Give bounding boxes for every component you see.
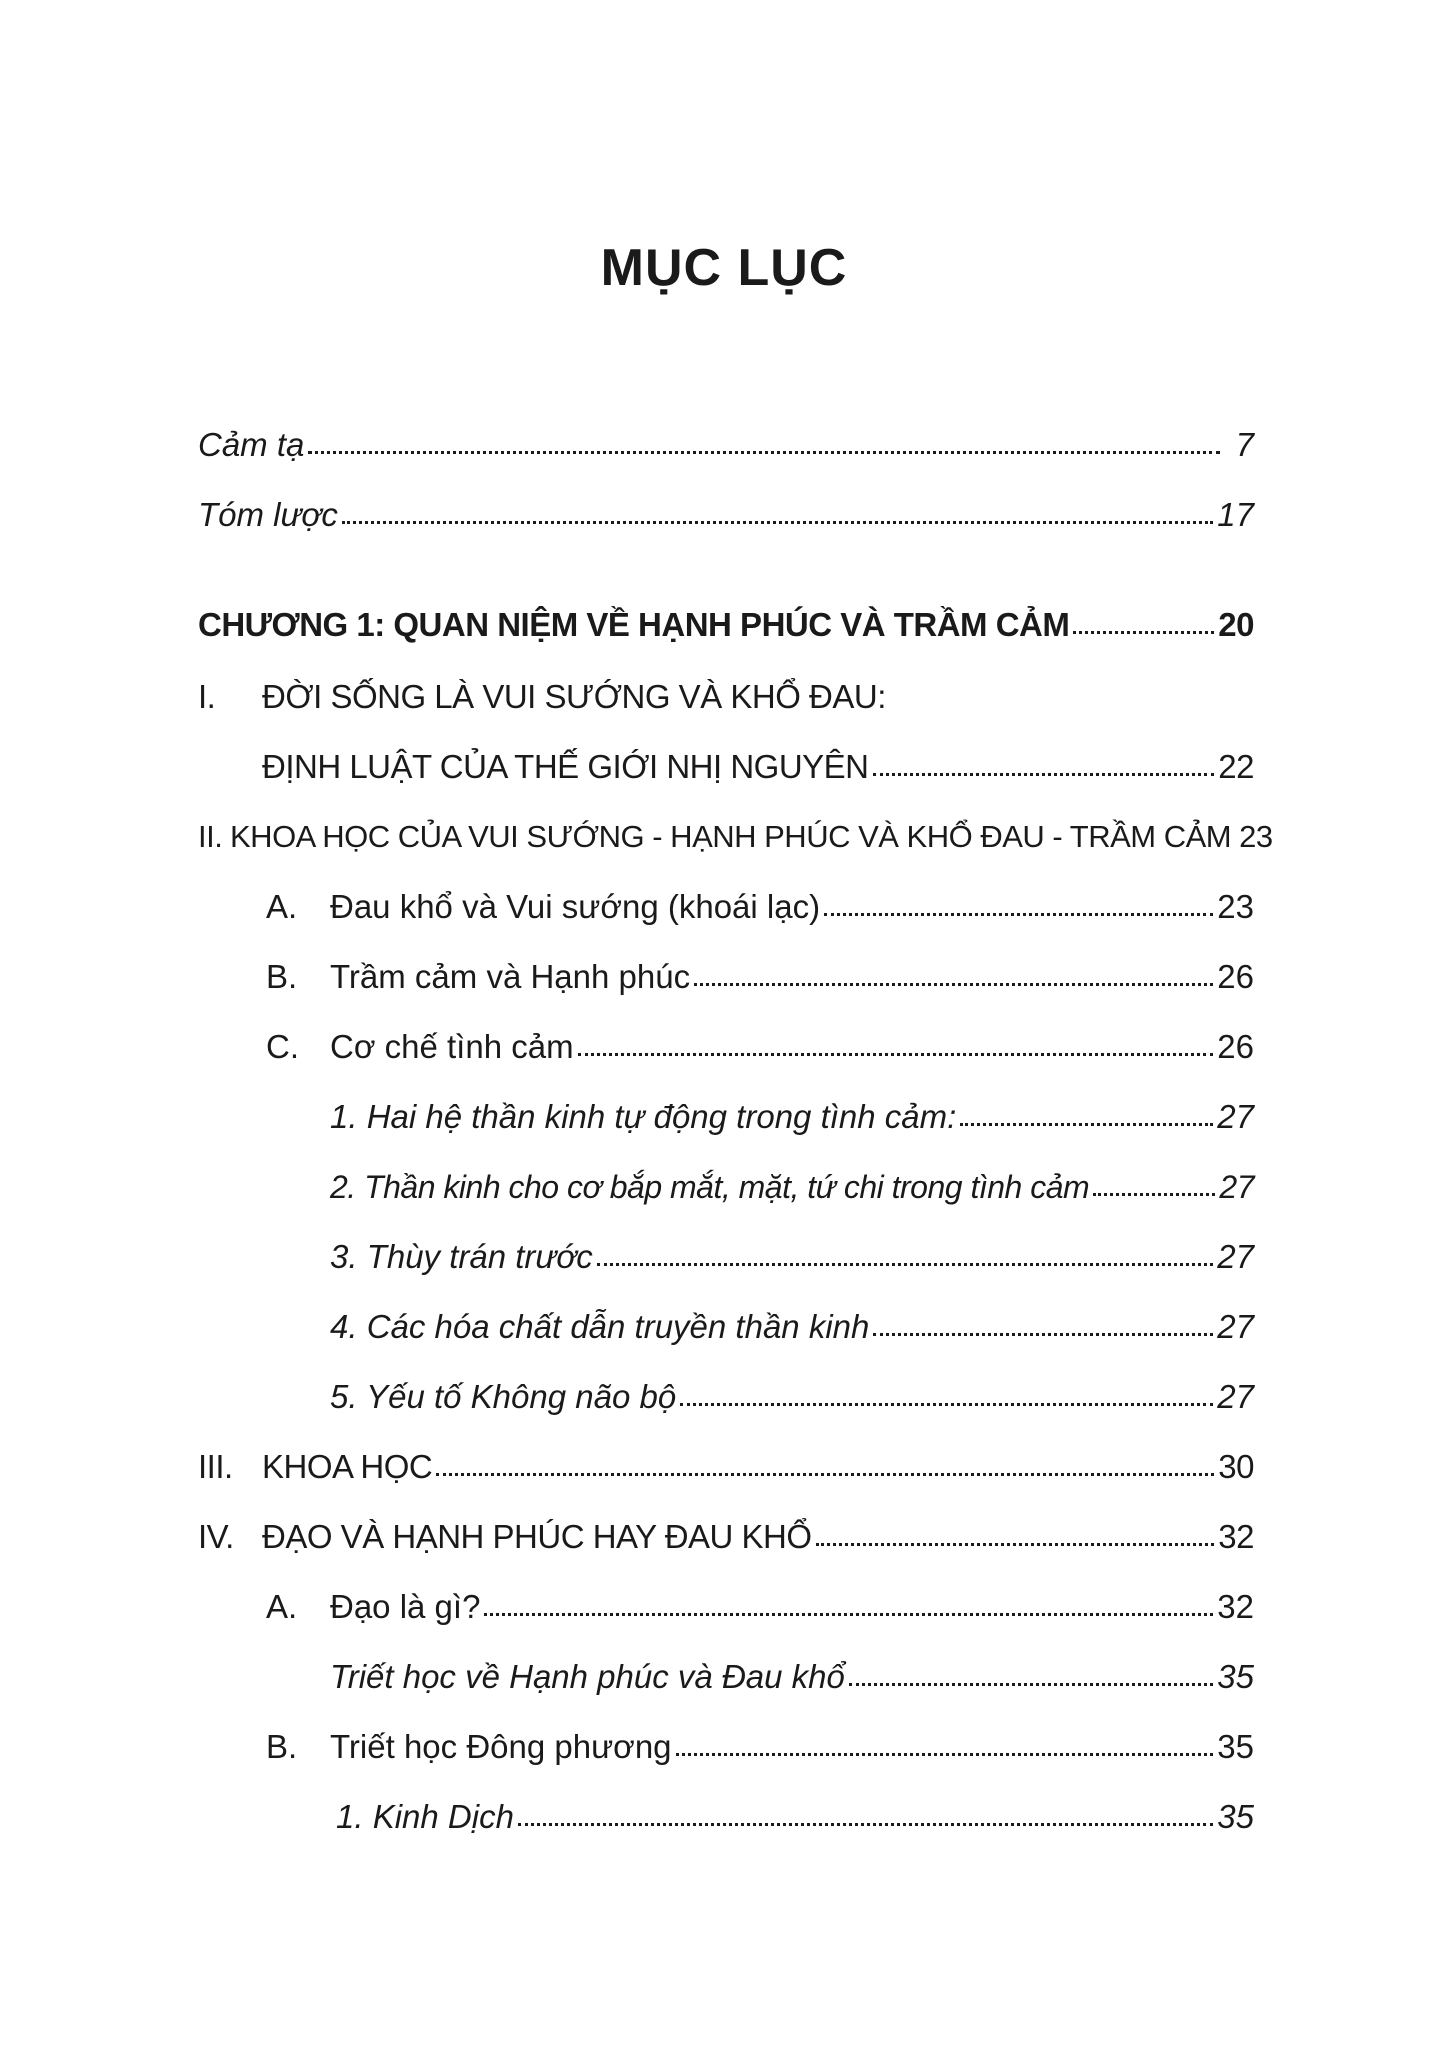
dot-leader — [816, 1542, 1215, 1546]
dot-leader — [1073, 630, 1214, 634]
toc-entry-text: KHOA HỌC CỦA VUI SƯỚNG - HẠNH PHÚC VÀ KHỔ ĐAU - TRẦM CẢM — [230, 819, 1232, 854]
toc-page-number: 26 — [1217, 1028, 1254, 1065]
toc-entry-text: Triết học về Hạnh phúc và Đau khổ — [330, 1658, 845, 1695]
toc-page-number: 23 — [1217, 888, 1254, 925]
page-title: MỤC LỤC — [600, 239, 848, 297]
toc-page-number: 27 — [1217, 1238, 1254, 1275]
dot-leader — [960, 1122, 1213, 1126]
dot-leader — [680, 1402, 1213, 1406]
toc-entry-section-iv[interactable] — [198, 1512, 1254, 1562]
toc-entry-section-i-cont[interactable] — [198, 742, 1254, 792]
dot-leader — [518, 1822, 1213, 1826]
toc-entry-ii-c[interactable] — [266, 1022, 1254, 1072]
toc-page-number: 17 — [1217, 496, 1254, 533]
toc-entry-text: Triết học Đông phương — [330, 1728, 672, 1765]
toc-page-number: 27 — [1217, 1378, 1254, 1415]
dot-leader — [694, 982, 1213, 986]
toc-entry-section-i[interactable] — [198, 672, 1254, 722]
toc-entry-iv-a[interactable] — [266, 1582, 1254, 1632]
dot-leader — [1093, 1192, 1215, 1196]
toc-page-number: 32 — [1217, 1588, 1254, 1625]
toc-page-number: 32 — [1218, 1518, 1254, 1555]
toc-entry-text: KHOA HỌC — [262, 1448, 433, 1485]
dot-leader — [873, 772, 1215, 776]
toc-entry-iv-b[interactable] — [266, 1722, 1254, 1772]
toc-entry-c-5[interactable] — [330, 1372, 1254, 1422]
toc-entry-text: ĐẠO VÀ HẠNH PHÚC HAY ĐAU KHỔ — [262, 1518, 812, 1555]
toc-entry-number: I. — [198, 678, 216, 715]
toc-page-number: 35 — [1217, 1798, 1254, 1835]
toc-entry-number: C. — [266, 1028, 299, 1065]
toc-entry-c-1[interactable] — [330, 1092, 1254, 1142]
dot-leader — [873, 1332, 1213, 1336]
toc-entry-number: A. — [266, 1588, 298, 1625]
toc-entry-section-iii[interactable] — [198, 1442, 1254, 1492]
toc-entry-text: Đau khổ và Vui sướng (khoái lạc) — [330, 888, 821, 925]
toc-entry-text: ĐỜI SỐNG LÀ VUI SƯỚNG VÀ KHỔ ĐAU: — [262, 678, 886, 715]
toc-entry-text: 4. Các hóa chất dẫn truyền thần kinh — [330, 1308, 870, 1345]
toc-entry-text: Trầm cảm và Hạnh phúc — [330, 958, 691, 995]
toc-page-number: 20 — [1218, 606, 1254, 643]
toc-entry-text: Cơ chế tình cảm — [330, 1028, 574, 1065]
toc-page-number: 22 — [1218, 748, 1254, 785]
toc-entry-a-triet-hoc[interactable] — [330, 1652, 1254, 1702]
toc-entry-number: II. — [198, 819, 223, 854]
toc-entry-b-1[interactable] — [336, 1792, 1254, 1842]
toc-page-number: 27 — [1217, 1308, 1254, 1345]
toc-entry-ii-a[interactable] — [266, 882, 1254, 932]
toc-entry-text: 5. Yếu tố Không não bộ — [330, 1378, 677, 1415]
toc-entry-c-4[interactable] — [330, 1302, 1254, 1352]
dot-leader — [484, 1612, 1213, 1616]
toc-entry-number: B. — [266, 958, 298, 995]
toc-entry-text: 1. Kinh Dịch — [336, 1798, 514, 1835]
toc-entry-number: IV. — [198, 1518, 234, 1555]
dot-leader — [578, 1052, 1214, 1056]
toc-entry-cam-ta[interactable] — [198, 420, 1254, 470]
toc-entry-text: Tóm lược — [198, 496, 338, 533]
toc-page-number: 30 — [1218, 1448, 1254, 1485]
toc-entry-number: B. — [266, 1728, 298, 1765]
toc-entry-text: 3. Thùy trán trước — [330, 1238, 593, 1275]
toc-page-number: 27 — [1219, 1169, 1254, 1205]
toc-entry-text: Đạo là gì? — [330, 1588, 481, 1625]
toc-page-number: 26 — [1217, 958, 1254, 995]
toc-entry-c-2[interactable] — [330, 1162, 1254, 1212]
toc-entry-text: 1. Hai hệ thần kinh tự động trong tình cảm: — [330, 1098, 957, 1135]
toc-entry-text: CHƯƠNG 1: QUAN NIỆM VỀ HẠNH PHÚC VÀ TRẦM CẢM — [198, 606, 1070, 643]
toc-entry-text: Cảm tạ — [198, 426, 305, 463]
dot-leader — [824, 912, 1213, 916]
toc-page-number: 23 — [1239, 819, 1273, 854]
dot-leader — [308, 450, 1220, 454]
toc-page-number: 35 — [1217, 1728, 1254, 1765]
dot-leader — [436, 1472, 1214, 1476]
toc-page-number: 35 — [1217, 1658, 1254, 1695]
toc-entry-c-3[interactable] — [330, 1232, 1254, 1282]
toc-entry-section-ii[interactable] — [198, 812, 1273, 862]
toc-entry-text: 2. Thần kinh cho cơ bắp mắt, mặt, tứ chi trong tình cảm — [330, 1169, 1090, 1205]
dot-leader — [849, 1682, 1213, 1686]
dot-leader — [597, 1262, 1214, 1266]
toc-entry-tom-luoc[interactable] — [198, 490, 1254, 540]
toc-entry-chapter-1[interactable] — [198, 600, 1254, 650]
toc-page-number: 7 — [1235, 426, 1254, 463]
toc-page-number: 27 — [1217, 1098, 1254, 1135]
dot-leader — [676, 1752, 1214, 1756]
toc-entry-number: A. — [266, 888, 298, 925]
dot-leader — [342, 520, 1213, 524]
toc-entry-number: III. — [198, 1448, 233, 1485]
toc-entry-ii-b[interactable] — [266, 952, 1254, 1002]
toc-entry-text: ĐỊNH LUẬT CỦA THẾ GIỚI NHỊ NGUYÊN — [262, 748, 869, 785]
